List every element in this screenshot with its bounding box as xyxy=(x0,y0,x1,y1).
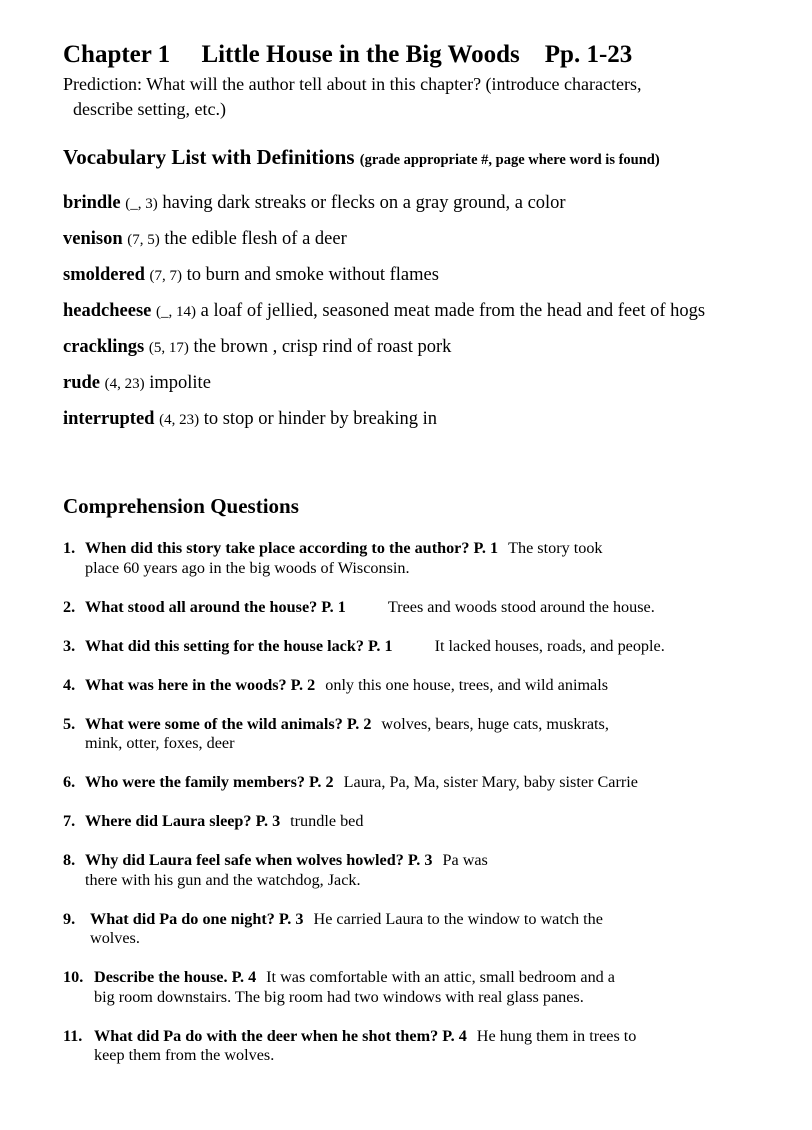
question-text: Who were the family members? P. 2 xyxy=(85,773,334,791)
vocab-definition: impolite xyxy=(149,373,211,393)
question-list xyxy=(63,539,763,1066)
question-text: Describe the house. P. 4 xyxy=(94,968,257,986)
question-text: Where did Laura sleep? P. 3 xyxy=(85,812,281,830)
question-item xyxy=(63,910,763,949)
question-item xyxy=(63,968,763,1007)
question-text: What was here in the woods? P. 2 xyxy=(85,675,316,694)
question-item xyxy=(63,851,763,890)
answer-continuation: there with his gun and the watchdog, Jack. xyxy=(85,870,361,889)
prediction-prompt xyxy=(63,72,763,122)
worksheet-page xyxy=(63,40,763,1085)
answer-text: It was comfortable with an attic, small bedroom and a xyxy=(266,968,615,986)
answer-continuation: keep them from the wolves. xyxy=(94,1046,275,1064)
question-text: What did Pa do with the deer when he shot them? P. 4 xyxy=(94,1026,467,1045)
question-number: 1. xyxy=(63,539,76,557)
vocab-ref: (_, 14) xyxy=(156,304,196,320)
vocab-definition: the brown , crisp rind of roast pork xyxy=(193,337,452,357)
prediction-line-1: Prediction: What will the author tell about in this chapter? (introduce characters, xyxy=(63,74,642,94)
answer-text: It lacked houses, roads, and people. xyxy=(434,636,665,655)
vocab-ref: (4, 23) xyxy=(159,412,200,428)
vocab-item xyxy=(63,371,763,407)
question-text: What stood all around the house? P. 1 xyxy=(85,597,346,616)
vocab-heading-note: (grade appropriate #, page where word is found) xyxy=(359,152,660,168)
question-item xyxy=(63,812,763,832)
vocab-ref: (7, 7) xyxy=(149,268,183,284)
question-item xyxy=(63,598,763,618)
question-number: 5. xyxy=(63,714,76,733)
question-text: What did this setting for the house lack? P. 1 xyxy=(85,636,393,655)
vocab-word: headcheese xyxy=(63,301,152,321)
question-number: 8. xyxy=(63,851,76,869)
page-range: Pp. 1-23 xyxy=(544,41,633,68)
question-item xyxy=(63,539,763,578)
answer-text: Pa was xyxy=(442,851,488,869)
vocab-list xyxy=(63,191,763,443)
question-item xyxy=(63,676,763,696)
vocab-ref: (_, 3) xyxy=(125,196,158,212)
comprehension-heading: Comprehension Questions xyxy=(63,494,299,518)
vocab-heading-title: Vocabulary List with Definitions xyxy=(63,145,355,169)
question-number: 6. xyxy=(63,773,76,791)
question-text: When did this story take place according to the author? P. 1 xyxy=(85,539,499,557)
question-number: 7. xyxy=(63,812,76,830)
question-item xyxy=(63,1027,763,1066)
question-text: Why did Laura feel safe when wolves howled? P. 3 xyxy=(85,851,433,869)
vocab-word: brindle xyxy=(63,193,121,213)
vocab-item xyxy=(63,407,763,443)
vocab-definition: a loaf of jellied, seasoned meat made from the head and feet of hogs xyxy=(200,301,706,321)
vocab-definition: to burn and smoke without flames xyxy=(186,265,439,285)
vocab-item xyxy=(63,191,763,227)
question-number: 2. xyxy=(63,597,76,616)
answer-text: only this one house, trees, and wild animals xyxy=(325,675,609,694)
vocab-item xyxy=(63,263,763,299)
question-text: What did Pa do one night? P. 3 xyxy=(90,909,304,928)
vocab-word: interrupted xyxy=(63,409,155,429)
vocab-ref: (4, 23) xyxy=(104,376,145,392)
vocab-word: cracklings xyxy=(63,337,145,357)
answer-text: He carried Laura to the window to watch the xyxy=(313,909,603,928)
chapter-number: Chapter 1 xyxy=(63,41,171,68)
book-title: Little House in the Big Woods xyxy=(201,41,520,68)
question-item xyxy=(63,715,763,754)
answer-text: Laura, Pa, Ma, sister Mary, baby sister Carrie xyxy=(343,773,638,791)
vocab-definition: the edible flesh of a deer xyxy=(164,229,347,249)
vocab-word: venison xyxy=(63,229,123,249)
answer-continuation: place 60 years ago in the big woods of Wisconsin. xyxy=(85,558,410,577)
vocab-item xyxy=(63,299,763,335)
vocab-item xyxy=(63,335,763,371)
question-number: 3. xyxy=(63,636,76,655)
question-number: 9. xyxy=(63,909,76,928)
vocab-heading xyxy=(63,144,763,173)
answer-text: wolves, bears, huge cats, muskrats, xyxy=(381,714,609,733)
vocab-definition: having dark streaks or flecks on a gray ground, a color xyxy=(162,193,566,213)
vocab-ref: (7, 5) xyxy=(127,232,160,248)
answer-continuation: mink, otter, foxes, deer xyxy=(85,734,235,752)
answer-text: He hung them in trees to xyxy=(476,1026,637,1045)
vocab-word: smoldered xyxy=(63,265,145,285)
answer-text: Trees and woods stood around the house. xyxy=(387,597,655,616)
question-item xyxy=(63,773,763,793)
answer-text: The story took xyxy=(508,539,603,557)
answer-continuation: big room downstairs. The big room had two windows with real glass panes. xyxy=(94,987,584,1006)
question-number: 10. xyxy=(63,968,84,986)
vocab-item xyxy=(63,227,763,263)
question-number: 4. xyxy=(63,675,76,694)
chapter-header xyxy=(63,40,763,70)
question-text: What were some of the wild animals? P. 2 xyxy=(85,714,372,733)
answer-text: trundle bed xyxy=(290,812,364,830)
vocab-word: rude xyxy=(63,373,100,393)
question-number: 11. xyxy=(63,1026,83,1045)
prediction-line-2: describe setting, etc.) xyxy=(73,99,226,119)
question-item xyxy=(63,637,763,657)
vocab-definition: to stop or hinder by breaking in xyxy=(203,409,437,429)
answer-continuation: wolves. xyxy=(90,929,140,947)
vocab-ref: (5, 17) xyxy=(148,340,189,356)
